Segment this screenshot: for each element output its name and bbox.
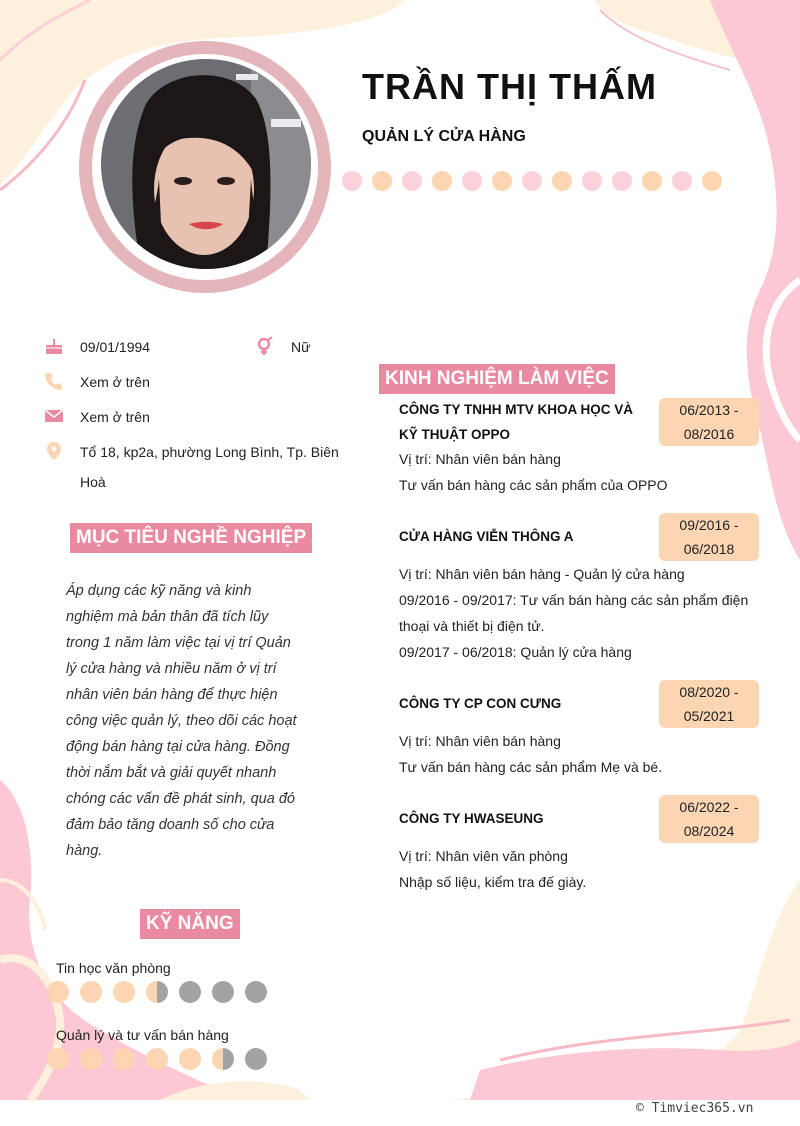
skills-title: KỸ NĂNG [140, 909, 240, 939]
company-name: CỬA HÀNG VIỄN THÔNG A [399, 529, 574, 544]
skill-rating [47, 1048, 267, 1070]
job-detail: Vị trí: Nhân viên bán hàng - Quản lý cửa hàng [399, 566, 685, 582]
job-detail: Vị trí: Nhân viên bán hàng [399, 451, 561, 467]
company-name: CÔNG TY CP CON CƯNG [399, 696, 562, 711]
skill-name: Quản lý và tư vấn bán hàng [56, 1027, 229, 1043]
decorative-dots [342, 171, 722, 191]
address-line-2: Hoà [80, 474, 106, 490]
date-badge: 09/2016 - 06/2018 [659, 513, 759, 561]
email: Xem ở trên [80, 409, 150, 425]
company-name: CÔNG TY TNHH MTV KHOA HỌC VÀ KỸ THUẬT OPPO [399, 402, 634, 442]
date-badge: 06/2013 - 08/2016 [659, 398, 759, 446]
job-detail: Nhập số liệu, kiểm tra đế giày. [399, 874, 587, 890]
phone-icon [44, 371, 64, 391]
avatar [101, 59, 311, 269]
skill-rating [47, 981, 267, 1003]
date-badge: 08/2020 - 05/2021 [659, 680, 759, 728]
objective-title: MỤC TIÊU NGHỀ NGHIỆP [70, 523, 312, 553]
candidate-name: TRẦN THỊ THẤM [362, 66, 657, 107]
job-detail: Tư vấn bán hàng các sản phẩm của OPPO [399, 477, 668, 493]
gender: Nữ [291, 339, 311, 355]
job-detail: Tư vấn bán hàng các sản phẩm Mẹ và bé. [399, 759, 663, 775]
date-badge: 06/2022 - 08/2024 [659, 795, 759, 843]
job-detail: 09/2017 - 06/2018: Quản lý cửa hàng [399, 644, 632, 660]
address-line-1: Tổ 18, kp2a, phường Long Bình, Tp. Biên [80, 444, 339, 460]
job-detail: Vị trí: Nhân viên bán hàng [399, 733, 561, 749]
gender-icon [255, 336, 275, 356]
footer-credit: © Timviec365.vn [636, 1101, 754, 1116]
skill-name: Tin học văn phòng [56, 960, 171, 976]
objective-text: Áp dụng các kỹ năng và kinh nghiệm mà bản thân đã tích lũy trong 1 năm làm việc tại vị trí Quản lý cửa hàng và nhiều năm ở vị trí nhân viên bán hàng để thực hiện công việc quản lý, theo dõi các hoạt động bán hàng tại cửa hàng. Đồng thời nắm bắt và giải quyết nhanh chóng các vấn đề phát sinh, qua đó đảm bảo tăng doanh số cho cửa hàng. [66, 583, 297, 859]
phone: Xem ở trên [80, 374, 150, 390]
job-detail: thoại và thiết bị điện tử. [399, 618, 545, 634]
birthday: 09/01/1994 [80, 339, 151, 355]
location-icon [44, 441, 64, 461]
job-detail: 09/2016 - 09/2017: Tư vấn bán hàng các sản phẩm điện [399, 592, 749, 608]
company-name: CÔNG TY HWASEUNG [399, 811, 544, 826]
mail-icon [44, 406, 64, 426]
experience-title: KINH NGHIỆM LÀM VIỆC [379, 364, 615, 394]
job-detail: Vị trí: Nhân viên văn phòng [399, 848, 568, 864]
job-title: QUẢN LÝ CỬA HÀNG [362, 128, 526, 145]
cake-icon [44, 336, 64, 356]
